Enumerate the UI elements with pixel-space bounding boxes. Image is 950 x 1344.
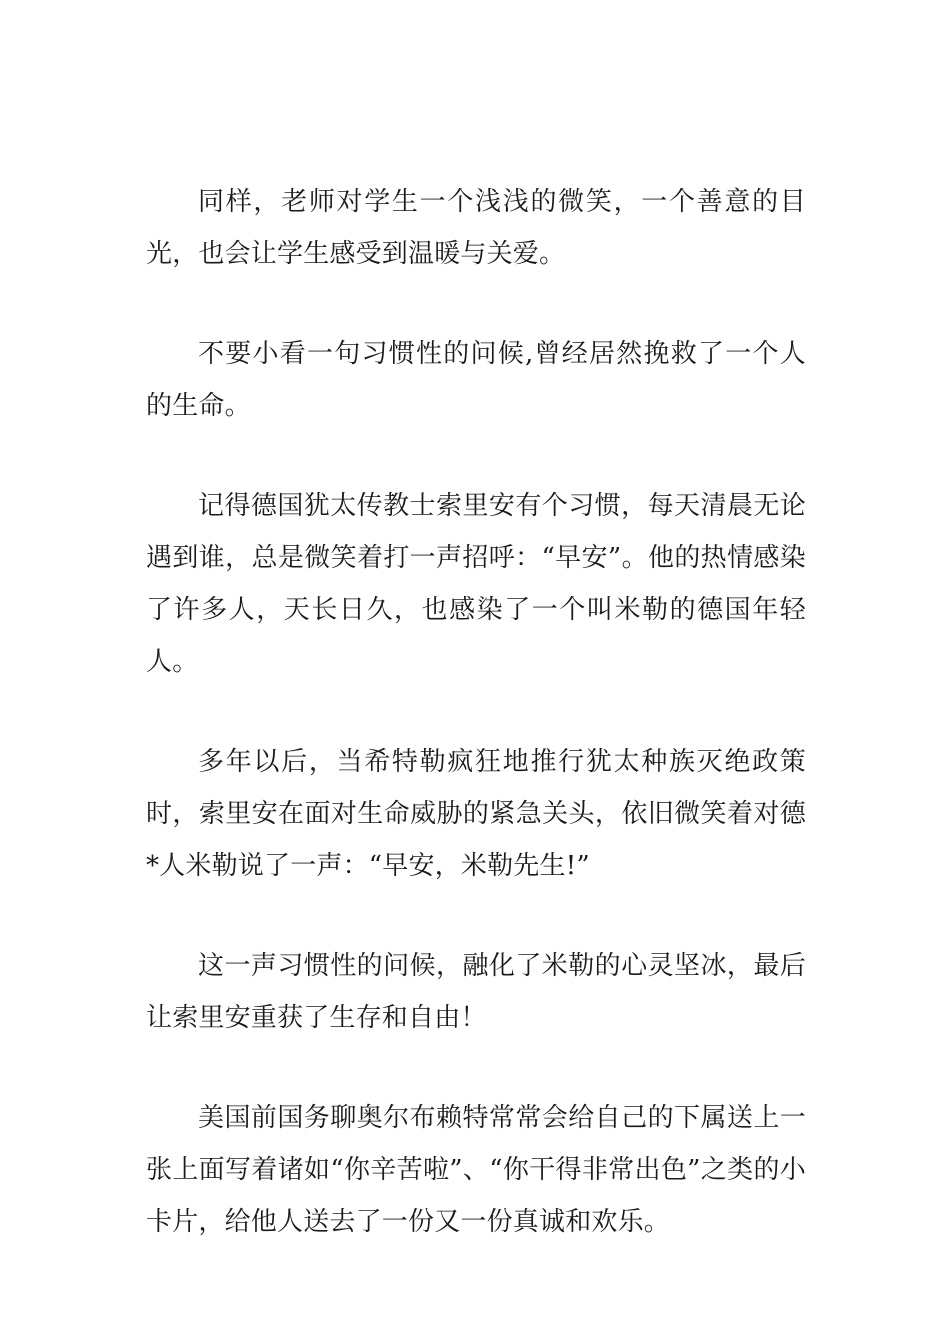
paragraph-3: 记得德国犹太传教士索里安有个习惯，每天清晨无论遇到谁，总是微笑着打一声招呼：“早安”。他的热情感染了许多人，天长日久，也感染了一个叫米勒的德国年轻人。 <box>146 491 806 677</box>
document-body <box>146 176 806 1296</box>
paragraph-6: 美国前国务聊奥尔布赖特常常会给自己的下属送上一张上面写着诸如“你辛苦啦”、“你干得非常出色”之类的小卡片，给他人送去了一份又一份真诚和欢乐。 <box>146 1103 806 1237</box>
paragraph-5: 这一声习惯性的问候，融化了米勒的心灵坚冰，最后让索里安重获了生存和自由！ <box>146 951 806 1033</box>
paragraph-1: 同样，老师对学生一个浅浅的微笑，一个善意的目光，也会让学生感受到温暖与关爱。 <box>146 187 806 269</box>
paragraph-2: 不要小看一句习惯性的问候,曾经居然挽救了一个人的生命。 <box>146 339 806 421</box>
paragraph-4: 多年以后，当希特勒疯狂地推行犹太种族灭绝政策时，索里安在面对生命威胁的紧急关头，依旧微笑着对德*人米勒说了一声：“早安，米勒先生!” <box>146 747 806 881</box>
